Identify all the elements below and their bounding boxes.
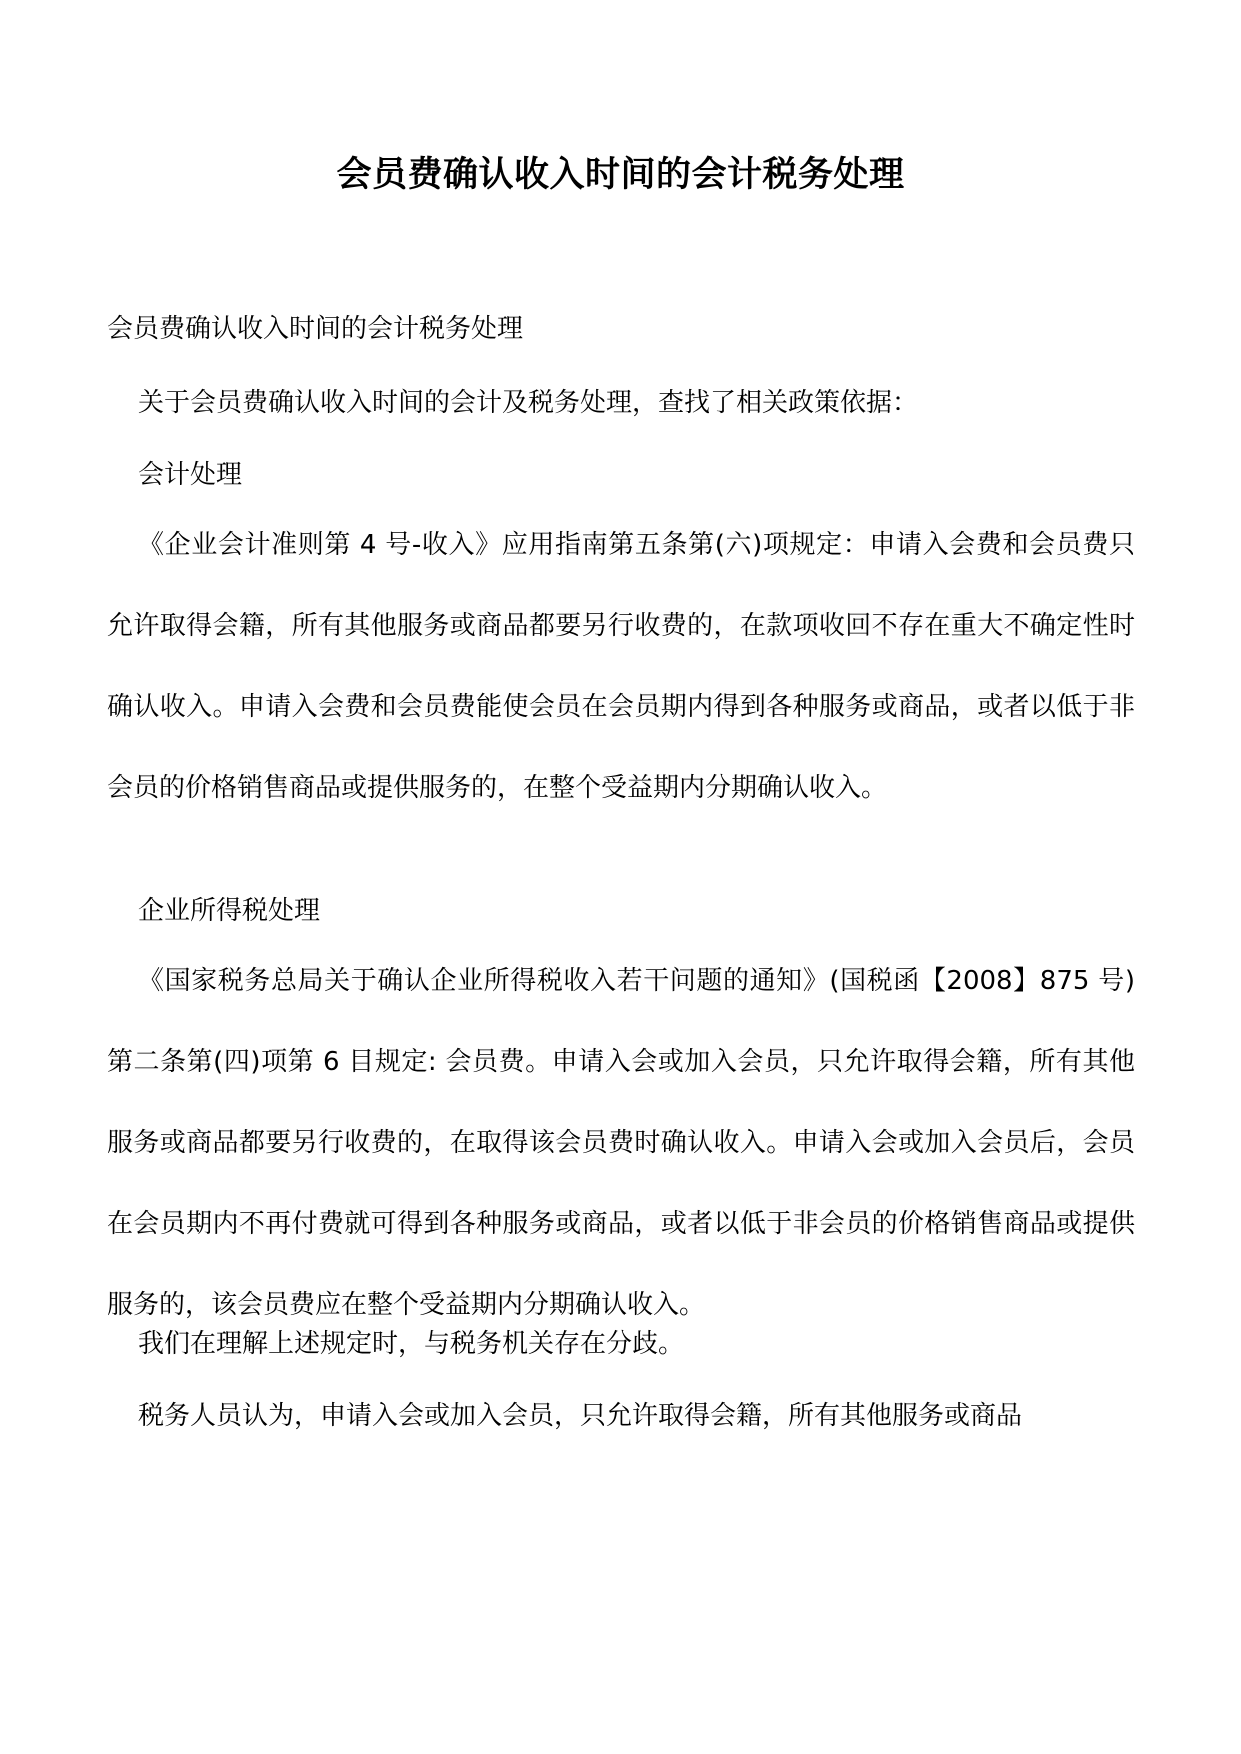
dispute-line: 我们在理解上述规定时，与税务机关存在分歧。 [138, 1329, 685, 1359]
section-heading-tax: 企业所得税处理 [138, 896, 321, 926]
document-title: 会员费确认收入时间的会计税务处理 [336, 155, 905, 195]
section-heading-accounting: 会计处理 [138, 460, 243, 490]
document-subtitle: 会员费确认收入时间的会计税务处理 [107, 314, 524, 344]
intro-paragraph: 关于会员费确认收入时间的会计及税务处理，查找了相关政策依据： [138, 388, 919, 418]
accounting-paragraph: 《企业会计准则第 4 号-收入》应用指南第五条第(六)项规定：申请入会费和会员费只允许取得会籍，所有其他服务或商品都要另行收费的，在款项收回不存在重大不确定性时确认收入。申请入会费和会员费能使会员在会员期内得到各种服务或商品，或者以低于非会员的价格销售商品或提供服务的，在整个受益期内分期确认收入。 [107, 530, 1135, 803]
final-line: 税务人员认为，申请入会或加入会员，只允许取得会籍，所有其他服务或商品 [138, 1401, 1023, 1431]
tax-paragraph: 《国家税务总局关于确认企业所得税收入若干问题的通知》(国税函【2008】875 号)第二条第(四)项第 6 目规定: 会员费。申请入会或加入会员，只允许取得会籍，所有其他服务或商品都要另行收费的，在取得该会员费时确认收入。申请入会或加入会员后，会员在会员期内不再付费就可得到各种服务或商品，或者以低于非会员的价格销售商品或提供服务的，该会员费应在整个受益期内分期确认收入。 [107, 966, 1135, 1320]
